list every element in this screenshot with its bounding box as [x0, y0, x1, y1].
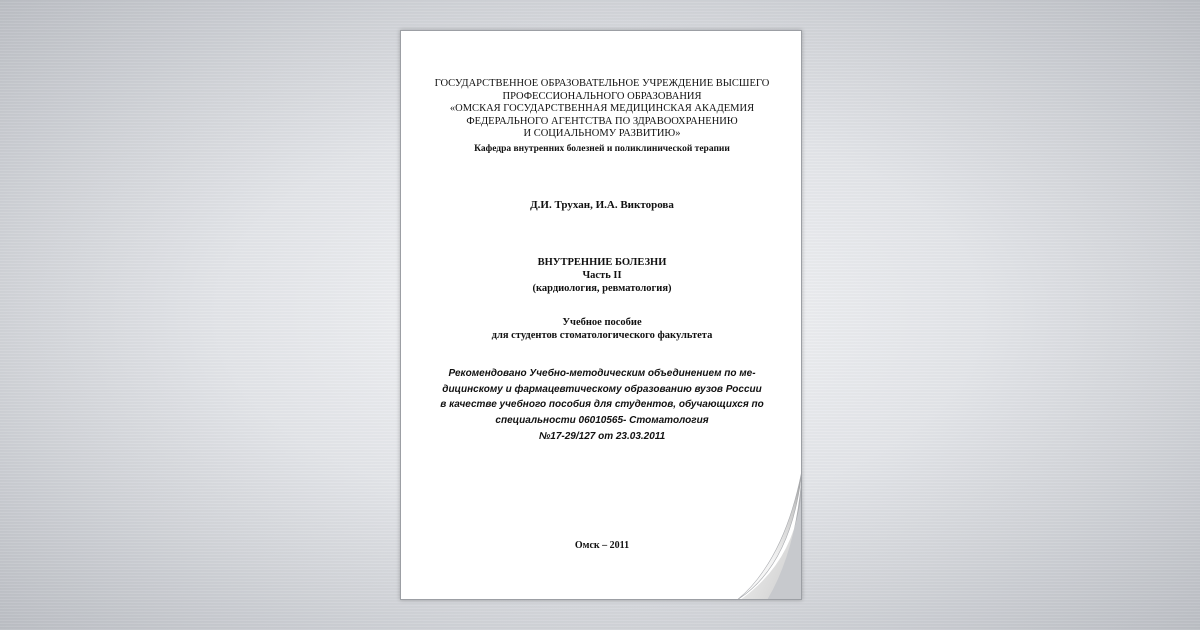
- manual-audience: для студентов стоматологического факультета: [491, 330, 713, 341]
- title-subtitle: (кардиология, ревматология): [532, 283, 672, 294]
- institution-line: ПРОФЕССИОНАЛЬНОГО ОБРАЗОВАНИЯ: [502, 90, 702, 102]
- institution-header: [401, 78, 802, 141]
- approval-number: №17-29/127 от 23.03.2011: [538, 431, 666, 442]
- institution-line: И СОЦИАЛЬНОМУ РАЗВИТИЮ»: [523, 128, 681, 139]
- document-title: [401, 256, 802, 295]
- title-main: ВНУТРЕННИЕ БОЛЕЗНИ: [537, 257, 667, 268]
- recommendation-line: Рекомендовано Учебно-методическим объединением по ме-: [448, 368, 756, 379]
- manual-description: [401, 316, 802, 342]
- recommendation-line: в качестве учебного пособия для студентов, обучающихся по: [440, 399, 764, 410]
- document-page: [400, 30, 802, 600]
- page-curl-icon: [712, 470, 802, 600]
- institution-line: ФЕДЕРАЛЬНОГО АГЕНТСТВА ПО ЗДРАВООХРАНЕНИЮ: [466, 115, 738, 127]
- recommendation: [401, 366, 802, 428]
- recommendation-line: специальности 06010565- Стоматология: [495, 414, 709, 426]
- department: Кафедра внутренних болезней и поликлинической терапии: [474, 144, 730, 154]
- manual-type: Учебное пособие: [562, 317, 642, 328]
- institution-line: ГОСУДАРСТВЕННОЕ ОБРАЗОВАТЕЛЬНОЕ УЧРЕЖДЕНИЕ ВЫСШЕГО: [434, 78, 770, 89]
- city-year: Омск – 2011: [574, 540, 630, 551]
- title-part: Часть II: [582, 270, 622, 281]
- recommendation-line: дицинскому и фармацевтическому образованию вузов России: [442, 383, 762, 395]
- institution-line: «ОМСКАЯ ГОСУДАРСТВЕННАЯ МЕДИЦИНСКАЯ АКАДЕМИЯ: [449, 103, 755, 114]
- authors: Д.И. Трухан, И.А. Викторова: [530, 199, 674, 211]
